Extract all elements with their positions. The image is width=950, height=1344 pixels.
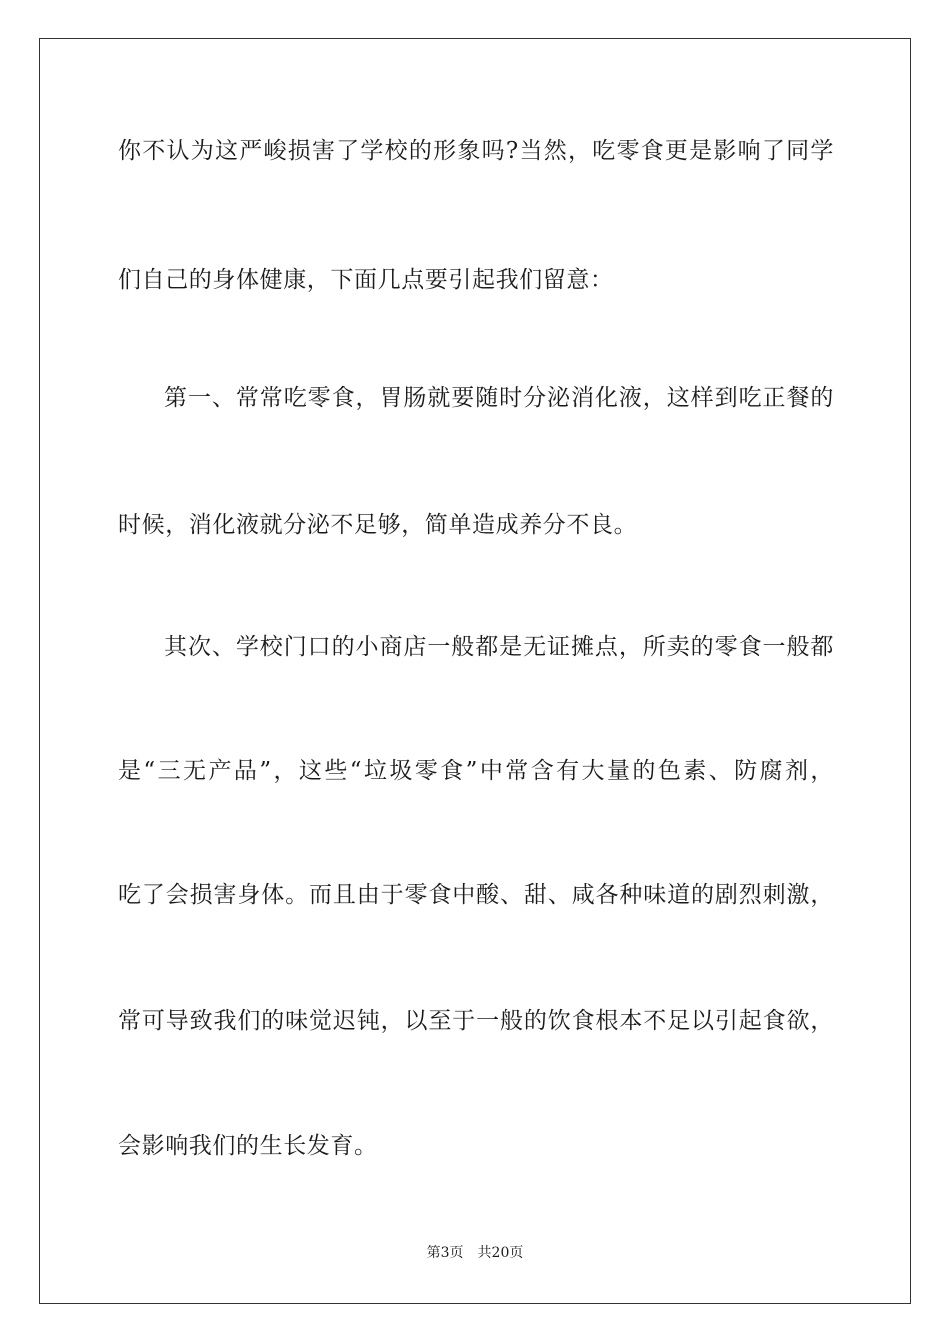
body-text-line: 是“三无产品”，这些“垃圾零食”中常含有大量的色素、防腐剂， bbox=[118, 758, 834, 784]
body-text-line: 时候，消化液就分泌不足够，简单造成养分不良。 bbox=[118, 512, 638, 538]
body-text-line: 们自己的身体健康，下面几点要引起我们留意： bbox=[118, 267, 614, 293]
page-number: 第3页 共20页 bbox=[426, 1245, 524, 1261]
body-text-line: 第一、常常吃零食，胃肠就要随时分泌消化液，这样到吃正餐的 bbox=[164, 385, 834, 411]
body-text-line: 吃了会损害身体。而且由于零食中酸、甜、咸各种味道的剧烈刺激， bbox=[118, 882, 834, 908]
body-text-line: 你不认为这严峻损害了学校的形象吗?当然，吃零食更是影响了同学 bbox=[118, 138, 834, 164]
body-text-line: 其次、学校门口的小商店一般都是无证摊点，所卖的零食一般都 bbox=[164, 634, 834, 660]
page-border bbox=[39, 38, 911, 1304]
body-text-line: 会影响我们的生长发育。 bbox=[118, 1133, 378, 1159]
body-text-line: 常可导致我们的味觉迟钝，以至于一般的饮食根本不足以引起食欲， bbox=[118, 1008, 834, 1034]
